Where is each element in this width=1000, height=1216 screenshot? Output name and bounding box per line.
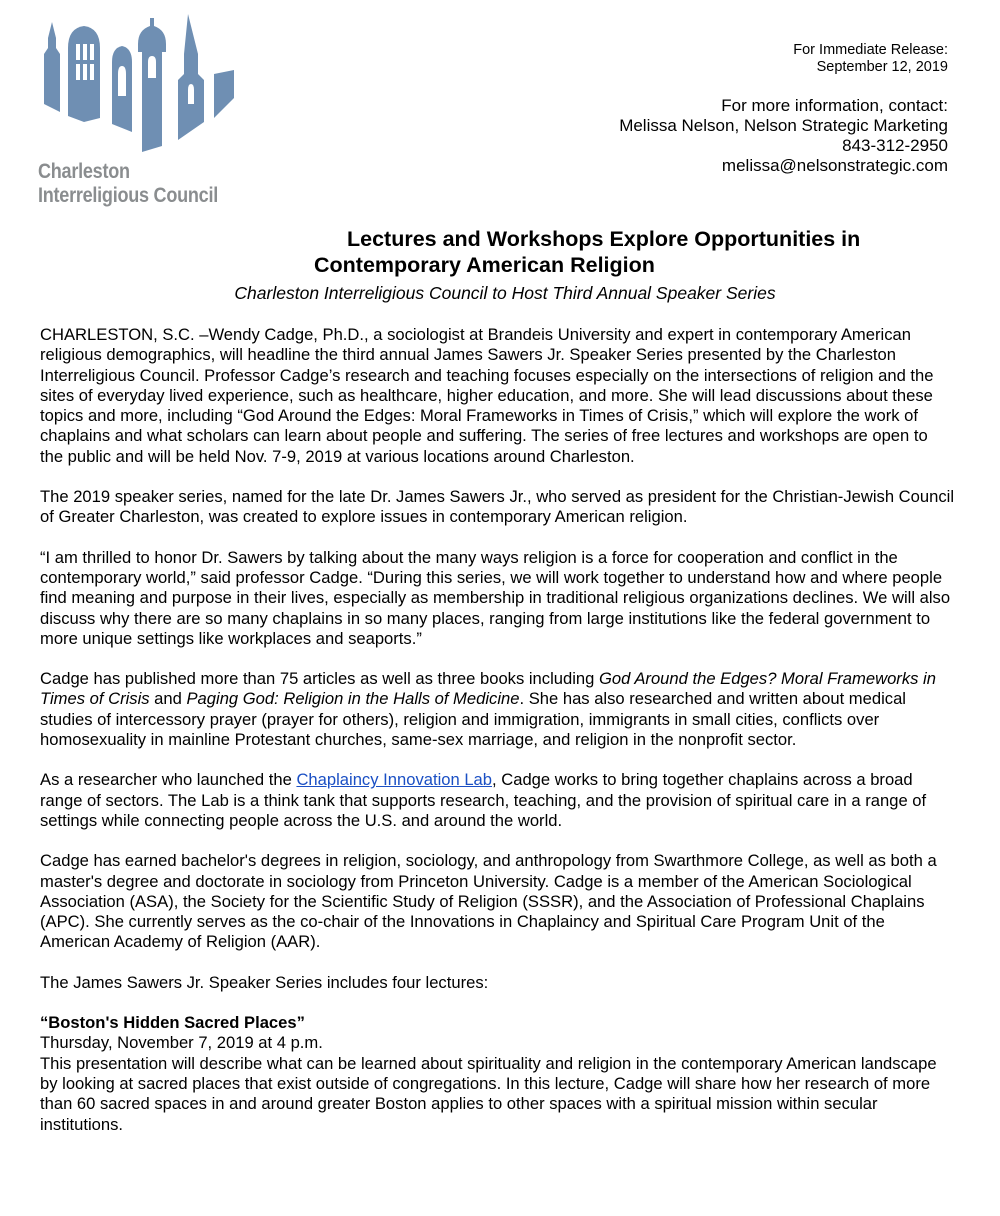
- paragraph-series: The 2019 speaker series, named for the late Dr. James Sawers Jr., who served as president for the Christian-Jewish Council of Greater Charleston, was created to explore issues in contemporary American religion.: [40, 487, 955, 527]
- steeples-logo-icon: [38, 14, 238, 154]
- lecture-datetime: Thursday, November 7, 2019 at 4 p.m.: [40, 1033, 323, 1053]
- council-logo: [38, 14, 248, 214]
- contact-block: [619, 96, 948, 176]
- contact-phone: 843-312-2950: [842, 136, 948, 155]
- text-span: . She has also researched and written about medical studies of intercessory prayer (prayer for others), religion and immigration, immigrants in small cities, conflicts over homosexuality in mainline Protestant churches, same-sex marriage, and religion in the nonprofit sector.: [40, 689, 906, 750]
- logo-line-1: Charleston: [38, 160, 130, 183]
- paragraph-education: Cadge has earned bachelor's degrees in religion, sociology, and anthropology from Swarthmore College, as well as both a master's degree and doctorate in sociology from Princeton University. Cadge is a member of the American Sociological Association (ASA), the Society for the Scientific Study of Religion (SSSR), and the Association of Professional Chaplains (APC). She currently serves as the co-chair of the Innovations in Chaplaincy and Spiritual Care Program Unit of the American Academy of Religion (AAR).: [40, 851, 937, 952]
- subheadline: Charleston Interreligious Council to Host Third Annual Speaker Series: [234, 283, 776, 303]
- contact-email: melissa@nelsonstrategic.com: [721, 156, 948, 175]
- book-title-1: God Around the Edges? Moral Frameworks in Times of Crisis: [40, 669, 936, 709]
- contact-label: For more information, contact:: [721, 96, 948, 115]
- lecture-1: [40, 1013, 955, 1135]
- text-span: As a researcher who launched the: [40, 770, 297, 790]
- contact-name: Melissa Nelson, Nelson Strategic Marketing: [619, 116, 948, 135]
- headline-line-2: Contemporary American Religion: [314, 253, 655, 277]
- paragraph-quote: “I am thrilled to honor Dr. Sawers by talking about the many ways religion is a force for cooperation and conflict in the contemporary world,” said professor Cadge. “During this series, we will work together to understand how and where people find meaning and purpose in their lives, especially as membership in traditional religious organizations declines. We will also discuss why there are so many chaplains in so many places, ranging from large institutions like the federal government to more unique settings like workplaces and seaports.”: [40, 547, 951, 648]
- text-span: and: [149, 689, 187, 709]
- release-label: For Immediate Release:: [793, 42, 948, 58]
- book-title-2: Paging God: Religion in the Halls of Medicine: [186, 689, 520, 709]
- chaplaincy-lab-link[interactable]: Chaplaincy Innovation Lab: [296, 770, 493, 790]
- logo-line-2: Interreligious Council: [38, 184, 218, 207]
- paragraph-lectures-intro: The James Sawers Jr. Speaker Series includes four lectures:: [40, 972, 489, 992]
- paragraph-lab: [40, 770, 955, 831]
- text-span: , Cadge works to bring together chaplains across a broad range of sectors. The Lab is a think tank that supports research, teaching, and the provision of spiritual care in a range of settings while connecting people across the U.S. and around the world.: [40, 770, 927, 830]
- text-span: Cadge has published more than 75 articles as well as three books including: [40, 669, 599, 689]
- logo-wordmark: [38, 160, 218, 208]
- article-body: [40, 325, 955, 1135]
- release-date: September 12, 2019: [816, 59, 948, 75]
- paragraph-publications: [40, 669, 955, 750]
- lecture-title: “Boston's Hidden Sacred Places”: [40, 1013, 305, 1033]
- release-block: [793, 42, 948, 76]
- headline-line-1: Lectures and Workshops Explore Opportunities in: [347, 227, 861, 251]
- lecture-description: This presentation will describe what can be learned about spirituality and religion in the contemporary American landscape by looking at sacred places that exist outside of congregations. In this lecture, Cadge will share how her research of more than 60 sacred spaces in and around greater Boston applies to other spaces with a spiritual mission within secular institutions.: [40, 1053, 937, 1134]
- paragraph-intro: CHARLESTON, S.C. –Wendy Cadge, Ph.D., a sociologist at Brandeis University and expert in contemporary American religious demographics, will headline the third annual James Sawers Jr. Speaker Series presented by the Charleston Interreligious Council. Professor Cadge’s research and teaching focuses especially on the intersections of religion and the sites of everyday lived experience, such as healthcare, higher education, and more. She will lead discussions about these topics and more, including “God Around the Edges: Moral Frameworks in Times of Crisis,” which will explore the work of chaplains and what scholars can learn about people and suffering. The series of free lectures and workshops are open to the public and will be held Nov. 7-9, 2019 at various locations around Charleston.: [40, 325, 934, 466]
